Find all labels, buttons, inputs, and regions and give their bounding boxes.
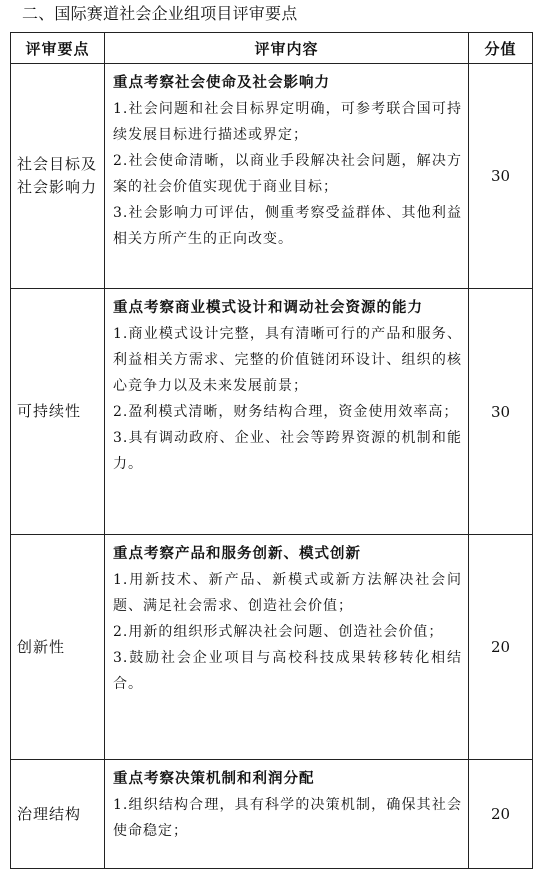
review-content <box>105 64 469 289</box>
focus-heading: 重点考察社会使命及社会影响力 <box>113 74 330 91</box>
table-header-row <box>11 33 533 64</box>
review-content <box>105 760 469 869</box>
header-review-point: 评审要点 <box>11 33 105 64</box>
criteria-item: 3.鼓励社会企业项目与高校科技成果转移转化相结合。 <box>113 650 462 692</box>
criteria-item: 1.组织结构合理，具有科学的决策机制，确保其社会使命稳定； <box>113 797 462 839</box>
score-value: 20 <box>469 760 533 869</box>
score-value: 20 <box>469 535 533 760</box>
focus-heading: 重点考察商业模式设计和调动社会资源的能力 <box>113 299 423 316</box>
review-content <box>105 535 469 760</box>
criteria-item: 2.社会使命清晰，以商业手段解决社会问题，解决方案的社会价值实现优于商业目标； <box>113 153 462 195</box>
review-criteria-table <box>10 32 533 869</box>
review-content <box>105 289 469 535</box>
score-value: 30 <box>469 289 533 535</box>
header-review-content: 评审内容 <box>105 33 469 64</box>
criteria-item: 1.用新技术、新产品、新模式或新方法解决社会问题、满足社会需求、创造社会价值； <box>113 572 462 614</box>
score-value: 30 <box>469 64 533 289</box>
review-point: 治理结构 <box>11 760 105 869</box>
focus-heading: 重点考察产品和服务创新、模式创新 <box>113 545 361 562</box>
review-point: 可持续性 <box>11 289 105 535</box>
focus-heading: 重点考察决策机制和利润分配 <box>113 770 315 787</box>
header-score: 分值 <box>469 33 533 64</box>
table-row <box>11 760 533 869</box>
table-row <box>11 289 533 535</box>
criteria-item: 1.社会问题和社会目标界定明确，可参考联合国可持续发展目标进行描述或界定； <box>113 101 462 143</box>
criteria-item: 1.商业模式设计完整，具有清晰可行的产品和服务、利益相关方需求、完整的价值链闭环设计、组织的核心竞争力以及未来发展前景； <box>113 326 462 394</box>
criteria-item: 2.盈利模式清晰，财务结构合理，资金使用效率高； <box>113 404 459 420</box>
review-point: 创新性 <box>11 535 105 760</box>
criteria-item: 3.具有调动政府、企业、社会等跨界资源的机制和能力。 <box>113 430 462 472</box>
criteria-item: 2.用新的组织形式解决社会问题、创造社会价值； <box>113 624 444 640</box>
table-row <box>11 64 533 289</box>
criteria-item: 3.社会影响力可评估，侧重考察受益群体、其他利益相关方所产生的正向改变。 <box>113 205 462 247</box>
review-point: 社会目标及社会影响力 <box>11 64 105 289</box>
page-title: 二、国际赛道社会企业组项目评审要点 <box>22 4 298 23</box>
table-row <box>11 535 533 760</box>
